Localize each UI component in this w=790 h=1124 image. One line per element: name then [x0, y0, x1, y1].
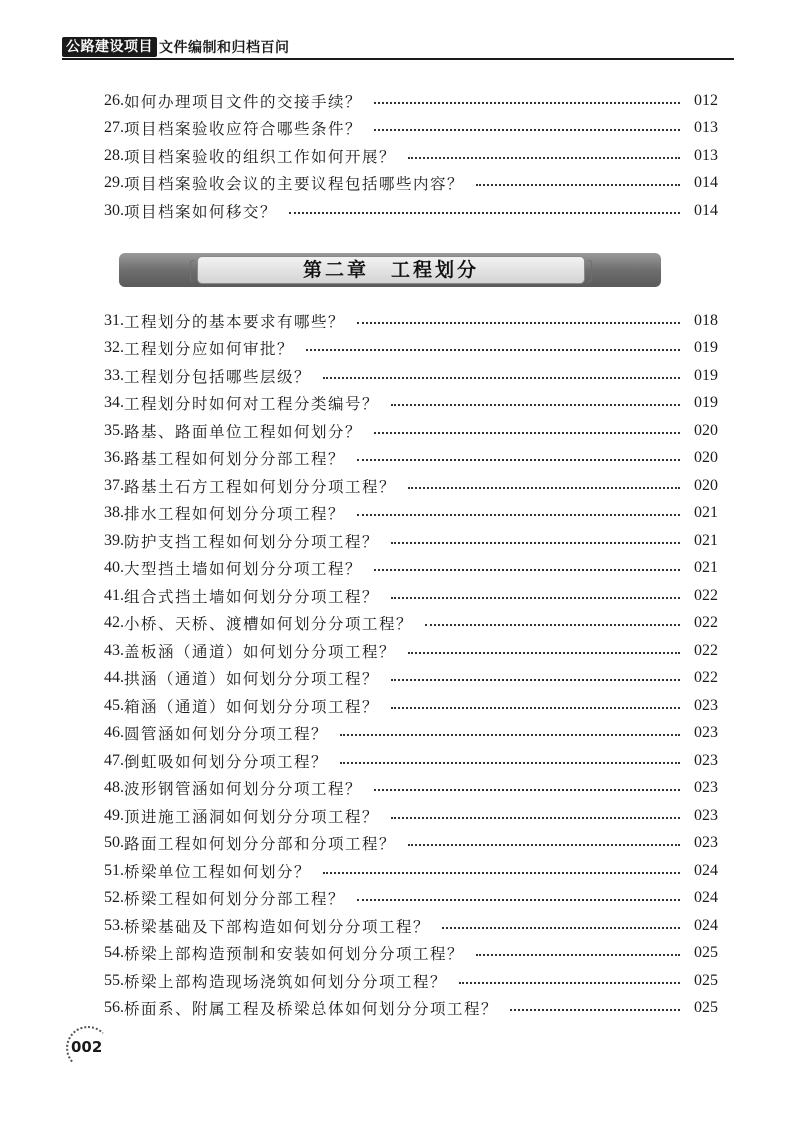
toc-entry-number: 53.	[104, 916, 124, 934]
toc-entry-page: 023	[694, 696, 718, 714]
toc-entry-page: 023	[694, 724, 718, 742]
toc-entry[interactable]	[104, 197, 718, 225]
toc-dot-leader	[357, 899, 680, 901]
running-header	[62, 36, 290, 58]
toc-entry-title: 波形钢管涵如何划分分项工程？	[124, 780, 363, 799]
toc-entry-title: 小桥、天桥、渡槽如何划分分项工程？	[124, 615, 414, 634]
toc-entry[interactable]	[104, 720, 718, 748]
toc-entry-page: 022	[694, 669, 718, 687]
toc-dot-leader	[391, 597, 680, 599]
toc-entry-title: 路基工程如何划分分部工程？	[124, 450, 346, 469]
toc-dot-leader	[408, 844, 680, 846]
toc-entry[interactable]	[104, 87, 718, 115]
toc-entry[interactable]	[104, 912, 718, 940]
toc-entry-number: 48.	[104, 779, 124, 797]
toc-dot-leader	[510, 1009, 680, 1011]
toc-entry-title: 圆管涵如何划分分项工程？	[124, 725, 329, 744]
toc-entry-number: 33.	[104, 366, 124, 384]
toc-entry-number: 27.	[104, 119, 124, 137]
toc-entry-title: 项目档案如何移交？	[124, 202, 278, 221]
toc-entry-page: 022	[694, 641, 718, 659]
toc-entry-title: 桥面系、附属工程及桥梁总体如何划分分项工程？	[124, 1000, 499, 1019]
toc-dot-leader	[391, 542, 680, 544]
toc-dot-leader	[357, 459, 680, 461]
toc-entry[interactable]	[104, 362, 718, 390]
toc-dot-leader	[391, 679, 680, 681]
toc-entry-title: 项目档案验收会议的主要议程包括哪些内容？	[124, 175, 465, 194]
chapter-banner-label	[197, 256, 585, 284]
toc-entry-number: 32.	[104, 339, 124, 357]
toc-dot-leader	[340, 734, 680, 736]
toc-dot-leader	[408, 652, 680, 654]
toc-entry-title: 倒虹吸如何划分分项工程？	[124, 752, 329, 771]
toc-entry-number: 54.	[104, 944, 124, 962]
toc-entry-page: 019	[694, 394, 718, 412]
toc-entry-title: 如何办理项目文件的交接手续？	[124, 92, 363, 111]
toc-entry-page: 021	[694, 559, 718, 577]
toc-entry-number: 55.	[104, 971, 124, 989]
toc-entry-number: 41.	[104, 586, 124, 604]
toc-entry-number: 26.	[104, 91, 124, 109]
toc-entry-number: 36.	[104, 449, 124, 467]
toc-entry[interactable]	[104, 802, 718, 830]
toc-entry-page: 014	[694, 174, 718, 192]
toc-entry-page: 013	[694, 119, 718, 137]
toc-entry[interactable]	[104, 610, 718, 638]
toc-entry-number: 45.	[104, 696, 124, 714]
toc-entry-title: 桥梁基础及下部构造如何划分分项工程？	[124, 917, 431, 936]
toc-entry-number: 49.	[104, 806, 124, 824]
toc-entry[interactable]	[104, 170, 718, 198]
toc-dot-leader	[374, 129, 680, 131]
toc-entry-title: 箱涵（通道）如何划分分项工程？	[124, 697, 380, 716]
toc-entry-page: 018	[694, 311, 718, 329]
toc-entry-number: 35.	[104, 421, 124, 439]
toc-dot-leader	[340, 762, 680, 764]
toc-entry-title: 工程划分包括哪些层级？	[124, 367, 312, 386]
toc-entry-title: 项目档案验收的组织工作如何开展？	[124, 147, 397, 166]
toc-entry[interactable]	[104, 142, 718, 170]
toc-entry[interactable]	[104, 857, 718, 885]
toc-entry-page: 019	[694, 366, 718, 384]
toc-entry-page: 020	[694, 421, 718, 439]
toc-entry[interactable]	[104, 555, 718, 583]
toc-entry-number: 47.	[104, 751, 124, 769]
toc-entry-number: 40.	[104, 559, 124, 577]
toc-entry[interactable]	[104, 335, 718, 363]
toc-entry[interactable]	[104, 472, 718, 500]
toc-entry-title: 桥梁单位工程如何划分？	[124, 862, 312, 881]
toc-dot-leader	[306, 349, 680, 351]
toc-dot-leader	[374, 789, 680, 791]
toc-dot-leader	[289, 212, 680, 214]
toc-entry[interactable]	[104, 747, 718, 775]
header-rule	[62, 58, 734, 60]
toc-entry-page: 025	[694, 944, 718, 962]
toc-entry-number: 51.	[104, 861, 124, 879]
toc-entry-page: 019	[694, 339, 718, 357]
toc-entry[interactable]	[104, 417, 718, 445]
toc-entry-page: 025	[694, 971, 718, 989]
toc-entry-number: 31.	[104, 311, 124, 329]
page-number-text: 002	[71, 1038, 103, 1056]
book-title-badge: 公路建设项目	[62, 37, 157, 57]
toc-entry-title: 排水工程如何划分分项工程？	[124, 505, 346, 524]
toc-entry-page: 021	[694, 504, 718, 522]
toc-entry[interactable]	[104, 885, 718, 913]
toc-dot-leader	[323, 872, 680, 874]
toc-entry-page: 014	[694, 201, 718, 219]
toc-entry-number: 56.	[104, 999, 124, 1017]
toc-entry[interactable]	[104, 527, 718, 555]
toc-dot-leader	[408, 157, 680, 159]
toc-entry-page: 022	[694, 614, 718, 632]
toc-entry-number: 37.	[104, 476, 124, 494]
toc-entry-page: 025	[694, 999, 718, 1017]
toc-entry-page: 012	[694, 91, 718, 109]
toc-entry-title: 盖板涵（通道）如何划分分项工程？	[124, 642, 397, 661]
toc-entry[interactable]	[104, 967, 718, 995]
toc-entry[interactable]	[104, 582, 718, 610]
chapter-title: 第二章 工程划分	[302, 259, 479, 281]
toc-entry[interactable]	[104, 115, 718, 143]
toc-entry[interactable]	[104, 775, 718, 803]
toc-dot-leader	[408, 487, 680, 489]
toc-entry-title: 工程划分应如何审批？	[124, 340, 295, 359]
toc-dot-leader	[357, 514, 680, 516]
toc-dot-leader	[459, 982, 680, 984]
toc-entry-title: 项目档案验收应符合哪些条件？	[124, 120, 363, 139]
toc-dot-leader	[374, 102, 680, 104]
toc-entry-title: 工程划分的基本要求有哪些？	[124, 312, 346, 331]
toc-entry-number: 30.	[104, 201, 124, 219]
toc-entry[interactable]	[104, 665, 718, 693]
toc-list-bottom	[104, 307, 718, 1022]
toc-entry-title: 大型挡土墙如何划分分项工程？	[124, 560, 363, 579]
toc-dot-leader	[442, 927, 680, 929]
toc-entry-title: 防护支挡工程如何划分分项工程？	[124, 532, 380, 551]
toc-entry-page: 024	[694, 889, 718, 907]
toc-dot-leader	[357, 322, 680, 324]
toc-entry-number: 39.	[104, 531, 124, 549]
toc-entry[interactable]	[104, 500, 718, 528]
toc-entry-number: 34.	[104, 394, 124, 412]
toc-entry[interactable]	[104, 637, 718, 665]
page-number	[66, 1026, 110, 1070]
toc-entry-page: 023	[694, 834, 718, 852]
toc-entry-title: 路基、路面单位工程如何划分？	[124, 422, 363, 441]
toc-dot-leader	[425, 624, 680, 626]
toc-entry-page: 020	[694, 476, 718, 494]
toc-dot-leader	[476, 954, 680, 956]
toc-entry-number: 44.	[104, 669, 124, 687]
toc-entry-title: 桥梁上部构造预制和安装如何划分分项工程？	[124, 945, 465, 964]
toc-entry-page: 022	[694, 586, 718, 604]
toc-entry-number: 29.	[104, 174, 124, 192]
book-title-rest: 文件编制和归档百问	[159, 40, 290, 56]
toc-entry-page: 023	[694, 806, 718, 824]
toc-entry-number: 28.	[104, 146, 124, 164]
toc-entry-number: 52.	[104, 889, 124, 907]
toc-entry-number: 42.	[104, 614, 124, 632]
toc-entry-title: 桥梁上部构造现场浇筑如何划分分项工程？	[124, 972, 448, 991]
toc-entry-number: 43.	[104, 641, 124, 659]
toc-dot-leader	[374, 432, 680, 434]
toc-entry-page: 020	[694, 449, 718, 467]
toc-entry-title: 顶进施工涵洞如何划分分项工程？	[124, 807, 380, 826]
toc-entry-number: 50.	[104, 834, 124, 852]
toc-entry[interactable]	[104, 307, 718, 335]
toc-entry-title: 拱涵（通道）如何划分分项工程？	[124, 670, 380, 689]
toc-list-top	[104, 87, 718, 225]
toc-dot-leader	[374, 569, 680, 571]
toc-entry-title: 工程划分时如何对工程分类编号？	[124, 395, 380, 414]
toc-entry[interactable]	[104, 390, 718, 418]
toc-entry-page: 023	[694, 779, 718, 797]
toc-entry-number: 38.	[104, 504, 124, 522]
toc-entry[interactable]	[104, 995, 718, 1023]
toc-dot-leader	[323, 377, 680, 379]
toc-entry-title: 路面工程如何划分分部和分项工程？	[124, 835, 397, 854]
toc-entry[interactable]	[104, 940, 718, 968]
toc-entry-title: 桥梁工程如何划分分部工程？	[124, 890, 346, 909]
toc-entry[interactable]	[104, 830, 718, 858]
toc-entry-page: 023	[694, 751, 718, 769]
chapter-banner	[119, 253, 661, 287]
toc-entry[interactable]	[104, 692, 718, 720]
toc-entry-page: 021	[694, 531, 718, 549]
toc-dot-leader	[476, 184, 680, 186]
toc-entry[interactable]	[104, 445, 718, 473]
toc-dot-leader	[391, 817, 680, 819]
toc-dot-leader	[391, 404, 680, 406]
toc-entry-page: 024	[694, 861, 718, 879]
toc-entry-title: 路基土石方工程如何划分分项工程？	[124, 477, 397, 496]
toc-entry-page: 013	[694, 146, 718, 164]
toc-dot-leader	[391, 707, 680, 709]
toc-entry-page: 024	[694, 916, 718, 934]
toc-entry-title: 组合式挡土墙如何划分分项工程？	[124, 587, 380, 606]
toc-entry-number: 46.	[104, 724, 124, 742]
